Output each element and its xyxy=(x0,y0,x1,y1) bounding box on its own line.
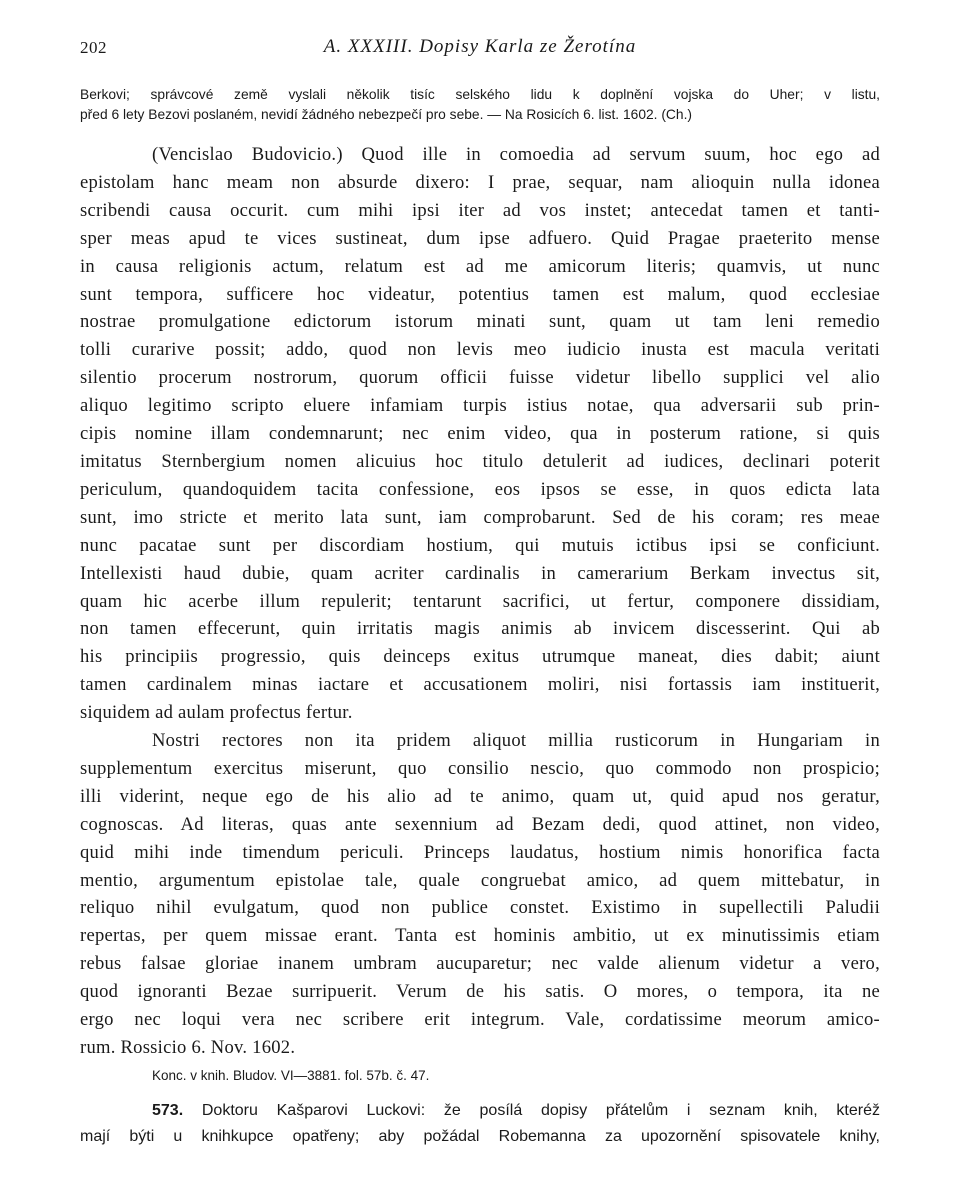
text-line: sunt, imo stricte et merito lata sunt, iam comprobarunt. Sed de his coram; res meae xyxy=(80,506,880,528)
letter-body xyxy=(80,141,880,1062)
text-line: Nostri rectores non ita pridem aliquot millia rusticorum in Hungariam in xyxy=(152,730,880,752)
text-line: quid mihi inde timendum periculi. Princeps laudatus, hostium nimis honorifica facta xyxy=(80,841,880,863)
text-line: cognoscas. Ad literas, quas ante sexennium ad Bezam dedi, quod attinet, non video, xyxy=(80,813,880,835)
text-line: scribendi causa occurit. cum mihi ipsi iter ad vos instet; antecedat tamen et tanti- xyxy=(80,199,880,221)
next-entry xyxy=(80,1098,880,1150)
text-line: ergo nec loqui vera nec scribere erit integrum. Vale, cordatissime meorum amico- xyxy=(80,1009,880,1031)
text-line: sper meas apud te vices sustineat, dum ipse adfuero. Quid Pragae praeterito mense xyxy=(80,227,880,249)
running-title: A. XXXIII. Dopisy Karla ze Žerotína xyxy=(323,36,637,57)
text-line: reliquo nihil evulgatum, quod non publice constet. Existimo in supellectili Paludii xyxy=(80,897,880,919)
text-line: sunt tempora, sufficere hoc videatur, potentius tamen est malum, quod ecclesiae xyxy=(80,283,880,305)
text-line: quam hic acerbe illum repulerit; tentarunt sacrifici, ut fertur, componere dissidiam, xyxy=(80,590,880,612)
text-line: his principiis progressio, quis deinceps exitus utrumque maneat, dies dabit; aiunt xyxy=(80,646,880,668)
text-line: Intellexisti haud dubie, quam acriter cardinalis in camerarium Berkam invectus sit, xyxy=(80,562,880,584)
text-line: nostrae promulgatione edictorum istorum minati sunt, quam ut tam leni remedio xyxy=(80,311,880,333)
letter-paragraph xyxy=(80,141,880,727)
text-line: aliquo legitimo scripto eluere infamiam turpis istius notae, qua adversarii sub prin- xyxy=(80,395,880,417)
text-line: quod ignoranti Bezae surripuerit. Verum de his satis. O mores, o tempora, ita ne xyxy=(80,981,880,1003)
text-line: supplementum exercitus miserunt, quo consilio nescio, quo commodo non prospicio; xyxy=(80,757,880,779)
text-line: periculum, quandoquidem tacita confessione, eos ipsos se esse, in quos edicta lata xyxy=(80,478,880,500)
text-line: illi viderint, neque ego de his alio ad te animo, quam ut, quid apud nos geratur, xyxy=(80,785,880,807)
text-line: imitatus Sternbergium nomen alicuius hoc titulo detulerit ad iudices, declinari poterit xyxy=(80,450,880,472)
text-line: repertas, per quem missae erant. Tanta est hominis ambitio, ut ex minutissimis etiam xyxy=(80,925,880,947)
text-line: cipis nomine illam condemnarunt; nec enim video, qua in posterum ratione, si quis xyxy=(80,423,880,445)
text-line: epistolam hanc meam non absurde dixero: I prae, sequar, nam alioquin nulla idonea xyxy=(80,171,880,193)
summary-line: Berkovi; správcové země vyslali několik tisíc selského lidu k doplnění vojska do Uher; v listu, xyxy=(80,87,880,102)
text-line: mentio, argumentum epistolae tale, quale congruebat amico, ad quem mittebatur, in xyxy=(80,869,880,891)
text-line: siquidem ad aulam profectus fertur. xyxy=(80,702,353,724)
text-line: silentio procerum nostrorum, quorum officii fuisse videtur libello supplici vel alio xyxy=(80,367,880,389)
text-line: rebus falsae gloriae inanem umbram aucuparetur; nec valde alienum videtur a vero, xyxy=(80,953,880,975)
summary-line: před 6 lety Bezovi poslaném, nevidí žádného nebezpečí pro sebe. — Na Rosicích 6. list. 1602. (Ch.) xyxy=(80,107,692,122)
text-line: (Vencislao Budovicio.) Quod ille in comoedia ad servum suum, hoc ego ad xyxy=(152,144,880,165)
document-page xyxy=(80,36,880,1150)
text-line: non tamen effecerunt, quin irritatis magis animis ab invicem discesserint. Qui ab xyxy=(80,618,880,640)
text-line: tolli curarive possit; addo, quod non levis meo iudicio inusta est macula veritati xyxy=(80,339,880,361)
text-line: rum. Rossicio 6. Nov. 1602. xyxy=(80,1037,296,1058)
entry-text: Doktoru Kašparovi Luckovi: že posílá dopisy přátelům i seznam knih, kteréž xyxy=(201,1101,881,1119)
entry-line: mají býti u knihkupce opatřeny; aby požádal Robemanna za upozornění spisovatele knihy, xyxy=(80,1127,880,1145)
text-line: tamen cardinalem minas iactare et accusationem moliri, nisi fortassis iam instituerit, xyxy=(80,674,880,696)
letter-summary xyxy=(80,85,880,125)
entry-line xyxy=(80,1098,880,1124)
page-number: 202 xyxy=(80,38,107,57)
page-header xyxy=(80,36,880,60)
entry-number: 573. xyxy=(152,1101,184,1119)
text-line: nunc pacatae sunt per discordiam hostium, qui mutuis ictibus ipsi se conficiunt. xyxy=(80,534,880,556)
text-line: in causa religionis actum, relatum est ad me amicorum literis; quamvis, ut nunc xyxy=(80,255,880,277)
source-note: Konc. v knih. Bludov. VI—3881. fol. 57b. č. 47. xyxy=(152,1067,430,1083)
letter-paragraph xyxy=(80,727,880,1062)
